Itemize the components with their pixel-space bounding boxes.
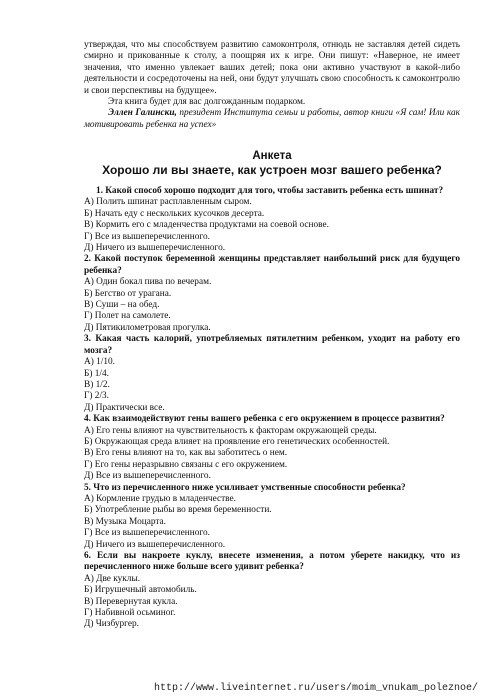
author-name: Эллен Галински, (108, 108, 177, 119)
answer-option: Д) Чизбургер. (84, 619, 139, 630)
book-note: Эта книга будет для вас долгожданным подарком. (108, 97, 306, 108)
answer-option: В) Музыка Моцарта. (84, 516, 166, 527)
answer-option: А) Полить шпинат расплавленным сыром. (84, 197, 252, 208)
answer-options (84, 574, 460, 631)
answer-option: А) Две куклы. (84, 573, 141, 584)
question-block (84, 254, 460, 334)
answer-options (84, 197, 460, 254)
survey-subheading: Хорошо ли вы знаете, как устроен мозг вашего ребенка? (102, 163, 442, 177)
question-text: 1. Какой способ хорошо подходит для того, чтобы заставить ребенка есть шпинат? (96, 186, 444, 196)
question-block (84, 334, 460, 414)
answer-option: Б) Начать еду с нескольких кусочков десерта. (84, 208, 265, 219)
question-text: 2. Какой поступок беременной женщины представляет наибольший риск для будущего ребенка? (84, 254, 460, 276)
author-description: президент Института семьи и работы, автор книги «Я сам! Или как мотивировать ребенка на успех» (84, 108, 460, 130)
answer-options (84, 494, 460, 551)
author-credit (84, 108, 460, 131)
answer-option: Г) Набивной осьминог. (84, 608, 176, 619)
question-text: 6. Если вы накроете куклу, внесете изменения, а потом уберете накидку, что из перечисленного ниже больше всего удивит ребенка? (84, 551, 460, 573)
question-block (84, 483, 460, 551)
answer-options (84, 426, 460, 483)
answer-option: А) Его гены влияют на чувствительность к факторам окружающей среды. (84, 425, 377, 436)
answer-option: Д) Все из вышеперечисленного. (84, 471, 211, 482)
answer-option: А) Кормление грудью в младенчестве. (84, 493, 236, 504)
answer-option: Б) Бегство от урагана. (84, 288, 172, 299)
answer-option: Г) Его гены неразрывно связаны с его окружением. (84, 459, 288, 470)
question-block (84, 551, 460, 631)
answer-option: Д) Ничего из вышеперечисленного. (84, 539, 226, 550)
answer-option: В) Перевернутая кукла. (84, 596, 178, 607)
answer-option: В) Суши – на обед. (84, 300, 160, 311)
answer-option: Б) 1/4. (84, 368, 109, 379)
intro-paragraph: утверждая, что мы способствуем развитию самоконтроля, отнюдь не заставляя детей сидеть смирно и прикованные к столу, а поощряя их к игре. Они пишут: «Наверное, не имеет значения, что именно увлекает ваших детей; пока они активно участвуют в какой-либо деятельности и сосредоточены на ней, они будут улучшать свою способность к самоконтролю и свои перспективы на будущее». (84, 40, 460, 96)
answer-option: Д) Практически все. (84, 402, 165, 413)
answer-options (84, 357, 460, 414)
answer-option: Г) 2/3. (84, 391, 109, 402)
answer-option: Г) Все из вышеперечисленного. (84, 231, 210, 242)
intro-section (84, 40, 460, 131)
survey-heading: Анкета (252, 150, 292, 162)
quiz-section (84, 186, 460, 631)
answer-option: Д) Пятикилометровая прогулка. (84, 322, 211, 333)
question-text: 3. Какая часть калорий, употребляемых пятилетним ребенком, уходит на работу его мозга? (84, 334, 460, 356)
answer-option: А) Один бокал пива по вечерам. (84, 277, 212, 288)
answer-option: В) Кормить его с младенчества продуктами на соевой основе. (84, 220, 329, 231)
answer-option: А) 1/10. (84, 357, 115, 368)
answer-option: Б) Употребление рыбы во время беременности. (84, 505, 272, 516)
question-block (84, 186, 460, 254)
question-text: 5. Что из перечисленного ниже усиливает умственные способности ребенка? (84, 482, 406, 493)
answer-option: Г) Все из вышеперечисленного. (84, 528, 210, 539)
source-url-watermark: http://www.liveinternet.ru/users/moim_vnukam_poleznoe/ (153, 683, 478, 694)
answer-options (84, 277, 460, 334)
answer-option: Б) Окружающая среда влияет на проявление его генетических особенностей. (84, 436, 390, 447)
answer-option: Г) Полет на самолете. (84, 311, 171, 322)
question-block (84, 414, 460, 482)
answer-option: В) Его гены влияют на то, как вы заботитесь о нем. (84, 448, 288, 459)
answer-option: Д) Ничего из вышеперечисленного. (84, 243, 226, 254)
question-text: 4. Как взаимодействуют гены вашего ребенка с его окружением в процессе развития? (84, 414, 445, 425)
answer-option: В) 1/2. (84, 379, 110, 390)
answer-option: Б) Игрушечный автомобиль. (84, 585, 197, 596)
